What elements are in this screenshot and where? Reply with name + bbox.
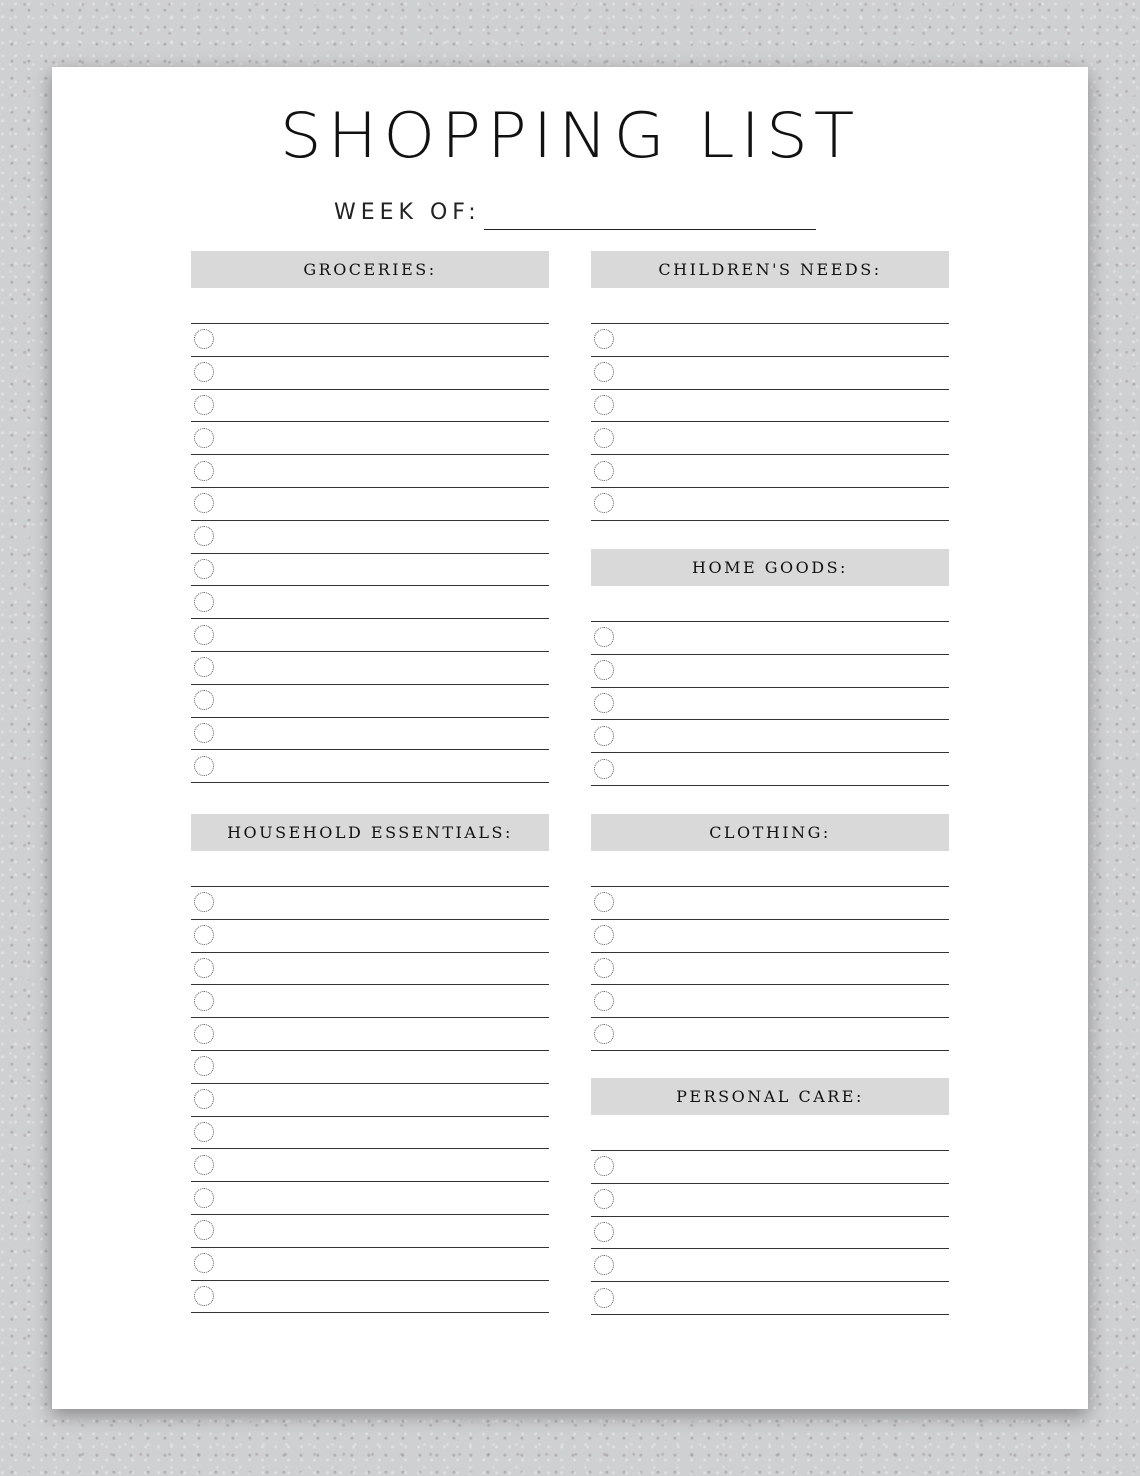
item-line[interactable] xyxy=(191,919,549,920)
item-checkbox[interactable] xyxy=(194,559,214,579)
item-line[interactable] xyxy=(591,1183,949,1184)
item-line[interactable] xyxy=(191,1050,549,1051)
item-checkbox[interactable] xyxy=(194,991,214,1011)
section-household-essentials xyxy=(191,814,549,851)
item-line[interactable] xyxy=(591,1050,949,1051)
item-checkbox[interactable] xyxy=(594,395,614,415)
item-checkbox[interactable] xyxy=(194,1188,214,1208)
item-line[interactable] xyxy=(591,1314,949,1315)
item-line[interactable] xyxy=(191,487,549,488)
item-checkbox[interactable] xyxy=(194,625,214,645)
item-line[interactable] xyxy=(191,1083,549,1084)
item-line[interactable] xyxy=(191,618,549,619)
item-checkbox[interactable] xyxy=(194,1122,214,1142)
item-checkbox[interactable] xyxy=(194,461,214,481)
item-line[interactable] xyxy=(591,719,949,720)
item-checkbox[interactable] xyxy=(594,428,614,448)
item-line[interactable] xyxy=(591,487,949,488)
section-personal-care xyxy=(591,1078,949,1115)
item-checkbox[interactable] xyxy=(194,1155,214,1175)
item-checkbox[interactable] xyxy=(194,958,214,978)
section-childrens-needs xyxy=(591,251,949,288)
item-line[interactable] xyxy=(591,1281,949,1282)
item-checkbox[interactable] xyxy=(594,1255,614,1275)
section-header-home-goods: HOME GOODS: xyxy=(591,549,949,586)
item-line[interactable] xyxy=(191,984,549,985)
week-of-field[interactable] xyxy=(484,229,816,230)
item-checkbox[interactable] xyxy=(594,1222,614,1242)
item-line[interactable] xyxy=(191,520,549,521)
item-line[interactable] xyxy=(591,919,949,920)
item-line[interactable] xyxy=(191,1312,549,1313)
item-checkbox[interactable] xyxy=(594,726,614,746)
list-top-rule xyxy=(591,1150,949,1151)
item-line[interactable] xyxy=(591,389,949,390)
item-line[interactable] xyxy=(191,389,549,390)
item-line[interactable] xyxy=(591,687,949,688)
item-line[interactable] xyxy=(191,585,549,586)
section-header-clothing: CLOTHING: xyxy=(591,814,949,851)
item-line[interactable] xyxy=(191,356,549,357)
item-checkbox[interactable] xyxy=(594,1024,614,1044)
item-checkbox[interactable] xyxy=(194,723,214,743)
item-checkbox[interactable] xyxy=(594,759,614,779)
item-line[interactable] xyxy=(591,1216,949,1217)
item-checkbox[interactable] xyxy=(594,1288,614,1308)
item-line[interactable] xyxy=(191,1148,549,1149)
section-clothing xyxy=(591,814,949,851)
item-checkbox[interactable] xyxy=(194,395,214,415)
item-line[interactable] xyxy=(191,952,549,953)
item-line[interactable] xyxy=(191,1116,549,1117)
item-line[interactable] xyxy=(591,752,949,753)
list-top-rule xyxy=(591,323,949,324)
item-checkbox[interactable] xyxy=(194,592,214,612)
item-line[interactable] xyxy=(191,1247,549,1248)
item-line[interactable] xyxy=(591,952,949,953)
section-header-household-essentials: HOUSEHOLD ESSENTIALS: xyxy=(191,814,549,851)
item-checkbox[interactable] xyxy=(594,958,614,978)
item-line[interactable] xyxy=(591,421,949,422)
item-line[interactable] xyxy=(591,454,949,455)
section-groceries xyxy=(191,251,549,288)
section-header-groceries: GROCERIES: xyxy=(191,251,549,288)
item-line[interactable] xyxy=(591,984,949,985)
item-checkbox[interactable] xyxy=(594,991,614,1011)
item-line[interactable] xyxy=(591,520,949,521)
item-line[interactable] xyxy=(191,553,549,554)
item-line[interactable] xyxy=(591,785,949,786)
item-line[interactable] xyxy=(191,421,549,422)
item-line[interactable] xyxy=(591,356,949,357)
item-line[interactable] xyxy=(591,1017,949,1018)
item-line[interactable] xyxy=(191,684,549,685)
item-line[interactable] xyxy=(591,654,949,655)
item-checkbox[interactable] xyxy=(194,756,214,776)
list-top-rule xyxy=(191,323,549,324)
item-line[interactable] xyxy=(191,454,549,455)
item-line[interactable] xyxy=(191,1181,549,1182)
week-of-label: WEEK OF: xyxy=(334,200,481,225)
list-top-rule xyxy=(591,886,949,887)
item-line[interactable] xyxy=(191,1280,549,1281)
section-home-goods xyxy=(591,549,949,586)
item-checkbox[interactable] xyxy=(194,1286,214,1306)
list-top-rule xyxy=(591,621,949,622)
item-line[interactable] xyxy=(191,749,549,750)
item-line[interactable] xyxy=(191,651,549,652)
item-checkbox[interactable] xyxy=(194,428,214,448)
list-top-rule xyxy=(191,886,549,887)
item-checkbox[interactable] xyxy=(594,461,614,481)
item-line[interactable] xyxy=(591,1248,949,1249)
item-checkbox[interactable] xyxy=(194,1024,214,1044)
item-line[interactable] xyxy=(191,717,549,718)
item-line[interactable] xyxy=(191,782,549,783)
item-line[interactable] xyxy=(191,1214,549,1215)
section-header-childrens-needs: CHILDREN'S NEEDS: xyxy=(591,251,949,288)
page-title: SHOPPING LIST xyxy=(279,98,861,173)
item-line[interactable] xyxy=(191,1017,549,1018)
item-checkbox[interactable] xyxy=(594,693,614,713)
section-header-personal-care: PERSONAL CARE: xyxy=(591,1078,949,1115)
